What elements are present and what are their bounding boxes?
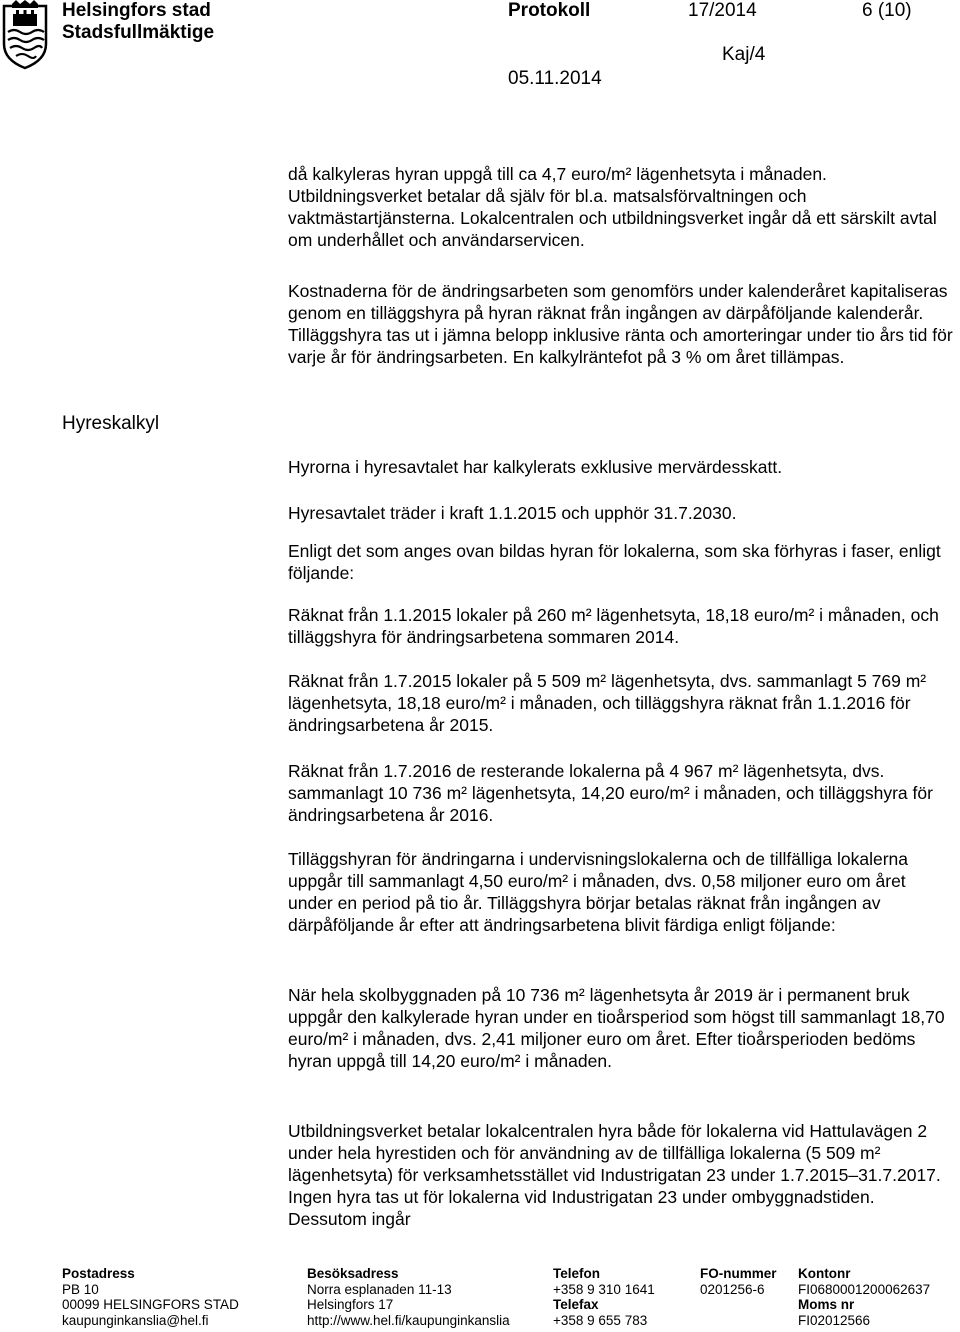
footer-account-number: FI0680001200062637 bbox=[798, 1281, 931, 1297]
footer-phone-number: +358 9 310 1641 bbox=[553, 1281, 655, 1297]
footer-phone bbox=[553, 1266, 655, 1328]
footer-vat-number: FI02012566 bbox=[798, 1312, 871, 1328]
footer-label: Telefon bbox=[553, 1266, 600, 1281]
footer-line: 00099 HELSINGFORS STAD bbox=[62, 1297, 239, 1312]
paragraph bbox=[288, 456, 953, 478]
paragraph-text: då kalkyleras hyran uppgå till ca 4,7 euro/m² lägenhetsyta i månaden. Utbildningsverket betalar då själv för bl.a. matsalsförvaltningen och vaktmästartjänsterna. Lokalcentralen och utbildningsverket ingår då ett särskilt avtal om underhållet och användarservicen. bbox=[288, 164, 937, 250]
footer-label: Postadress bbox=[62, 1266, 135, 1281]
paragraph-text: Hyrorna i hyresavtalet har kalkylerats exklusive mervärdesskatt. bbox=[288, 457, 783, 477]
paragraph-text: Räknat från 1.1.2015 lokaler på 260 m² lägenhetsyta, 18,18 euro/m² i månaden, och tilläggshyra för ändringsarbetena sommaren 2014. bbox=[288, 605, 939, 647]
organization-name: Helsingfors stad bbox=[62, 0, 211, 21]
page-number: 6 (10) bbox=[862, 0, 912, 21]
document-type: Protokoll bbox=[508, 0, 591, 21]
paragraph bbox=[288, 670, 953, 736]
continuation-paragraph-2 bbox=[288, 280, 953, 368]
footer-label: FO-nummer bbox=[700, 1266, 777, 1281]
paragraph-text: Tilläggshyran för ändringarna i undervisningslokalerna och de tillfälliga lokalerna uppgår till sammanlagt 4,50 euro/m² i månaden, dvs. 0,58 miljoner euro om året under en period på tio år. Tilläggshyra börjar betalas räknat från ingången av därpåföljande år efter att ändringsarbetena blivit färdiga enligt följande: bbox=[288, 849, 908, 935]
footer-line: Norra esplanaden 11-13 bbox=[307, 1281, 452, 1297]
document-number: 17/2014 bbox=[688, 0, 757, 21]
footer-line: PB 10 bbox=[62, 1281, 99, 1297]
footer-label: Telefax bbox=[553, 1297, 599, 1312]
paragraph-text: Räknat från 1.7.2016 de resterande lokalerna på 4 967 m² lägenhetsyta, dvs. sammanlagt 10 736 m² lägenhetsyta, 14,20 euro/m² i månaden, och tilläggshyra för ändringsarbetena år 2016. bbox=[288, 761, 933, 825]
city-crest-logo bbox=[0, 0, 50, 70]
paragraph bbox=[288, 1120, 953, 1230]
footer-label: Besöksadress bbox=[307, 1266, 399, 1281]
paragraph-text: Räknat från 1.7.2015 lokaler på 5 509 m² lägenhetsyta, dvs. sammanlagt 5 769 m² lägenhetsyta, 18,18 euro/m² i månaden, och tilläggshyra räknat från 1.1.2016 för ändringsarbetena år 2015. bbox=[288, 671, 927, 735]
paragraph bbox=[288, 604, 953, 648]
footer-business-id-value: 0201256-6 bbox=[700, 1281, 765, 1297]
body-name: Stadsfullmäktige bbox=[62, 22, 215, 43]
footer-email: kaupunginkanslia@hel.fi bbox=[62, 1312, 209, 1328]
footer-postal-address bbox=[62, 1266, 239, 1328]
footer-visiting-address bbox=[307, 1266, 510, 1328]
agenda-item: Kaj/4 bbox=[722, 44, 766, 65]
footer-label: Kontonr bbox=[798, 1266, 851, 1281]
meeting-date: 05.11.2014 bbox=[508, 68, 602, 89]
paragraph bbox=[288, 848, 953, 936]
paragraph bbox=[288, 984, 953, 1072]
continuation-paragraph-1 bbox=[288, 163, 953, 251]
footer-label: Moms nr bbox=[798, 1297, 855, 1312]
footer-website: http://www.hel.fi/kaupunginkanslia bbox=[307, 1312, 510, 1328]
footer-business-id bbox=[700, 1266, 777, 1297]
paragraph bbox=[288, 502, 953, 524]
paragraph-text: Enligt det som anges ovan bildas hyran för lokalerna, som ska förhyras i faser, enligt följande: bbox=[288, 541, 941, 583]
paragraph bbox=[288, 540, 953, 584]
paragraph-text: Kostnaderna för de ändringsarbeten som genomförs under kalenderåret kapitaliseras genom en tilläggshyra på hyran räknat från ingången av därpåföljande kalenderår. Tilläggshyra tas ut i jämna belopp inklusive ränta och amorteringar under tio års tid för varje år för ändringsarbeten. En kalkylräntefot på 3 % om året tillämpas. bbox=[288, 281, 953, 367]
paragraph-text: Utbildningsverket betalar lokalcentralen hyra både för lokalerna vid Hattulavägen 2 under hela hyrestiden och för användning av de tillfälliga lokalerna (5 509 m² lägenhetsyta) för verksamhetsstället vid Industrigatan 23 under 1.7.2015–31.7.2017. Ingen hyra tas ut för lokalerna vid Industrigatan 23 under ombyggnadstiden. Dessutom ingår bbox=[288, 1121, 941, 1229]
footer-account bbox=[798, 1266, 930, 1328]
paragraph bbox=[288, 760, 953, 826]
section-heading: Hyreskalkyl bbox=[62, 413, 160, 434]
paragraph-text: När hela skolbyggnaden på 10 736 m² lägenhetsyta år 2019 är i permanent bruk uppgår den kalkylerade hyran under en tioårsperiod som högst till sammanlagt 18,70 euro/m² i månaden, dvs. 2,41 miljoner euro om året. Efter tioårsperioden bedöms hyran uppgå till 14,20 euro/m² i månaden. bbox=[288, 985, 945, 1071]
paragraph-text: Hyresavtalet träder i kraft 1.1.2015 och upphör 31.7.2030. bbox=[288, 503, 737, 523]
footer-line: Helsingfors 17 bbox=[307, 1297, 394, 1312]
footer-fax-number: +358 9 655 783 bbox=[553, 1312, 648, 1328]
